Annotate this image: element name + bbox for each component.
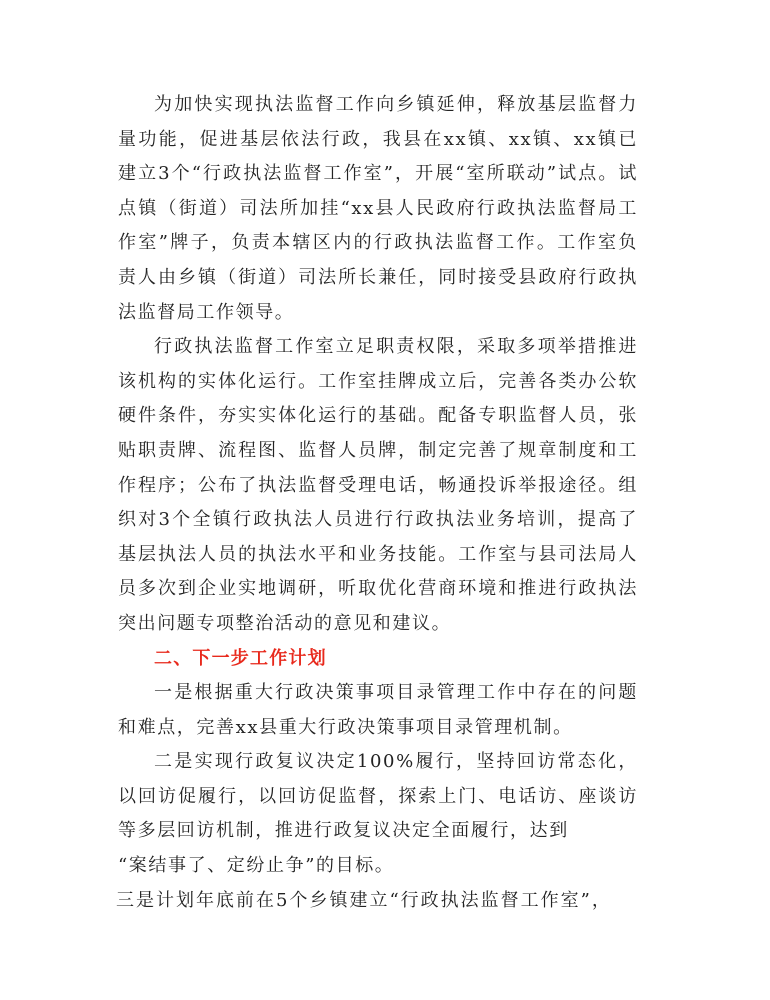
paragraph-office-operation: 行政执法监督工作室立足职责权限，采取多项举措推进该机构的实体化运行。工作室挂牌成立后，完善各类办公软硬件条件，夯实实体化运行的基础。配备专职监督人员，张贴职责牌、流程图、监督人员牌，制定完善了规章制度和工作程序；公布了执法监督受理电话，畅通投诉举报途径。组织对3个全镇行政执法人员进行行政执法业务培训，提高了基层执法人员的执法水平和业务技能。工作室与县司法局人员多次到企业实地调研，听取优化营商环境和推进行政执法突出问题专项整治活动的意见和建议。 (118, 336, 638, 634)
section-heading-next-plan: 二、下一步工作计划 (154, 647, 327, 669)
plan-item-2-continuation: “案结事了、定纷止争”的目标。 (118, 855, 395, 877)
plan-item-2: 二是实现行政复议决定100%履行，坚持回访常态化，以回访促履行，以回访促监督，探索上门、电话访、座谈访等多层回访机制，推进行政复议决定全面履行，达到 (118, 751, 638, 842)
document-body (118, 88, 638, 918)
plan-item-3: 三是计划年底前在5个乡镇建立“行政执法监督工作室”， (116, 889, 612, 911)
plan-item-1: 一是根据重大行政决策事项目录管理工作中存在的问题和难点，完善xx县重大行政决策事项目录管理机制。 (118, 682, 638, 738)
paragraph-supervision-extension: 为加快实现执法监督工作向乡镇延伸，释放基层监督力量功能，促进基层依法行政，我县在xx镇、xx镇、xx镇已建立3个“行政执法监督工作室”，开展“室所联动”试点。试点镇（街道）司法所加挂“xx县人民政府行政执法监督局工作室”牌子，负责本辖区内的行政执法监督工作。工作室负责人由乡镇（街道）司法所长兼任，同时接受县政府行政执法监督局工作领导。 (118, 94, 638, 323)
